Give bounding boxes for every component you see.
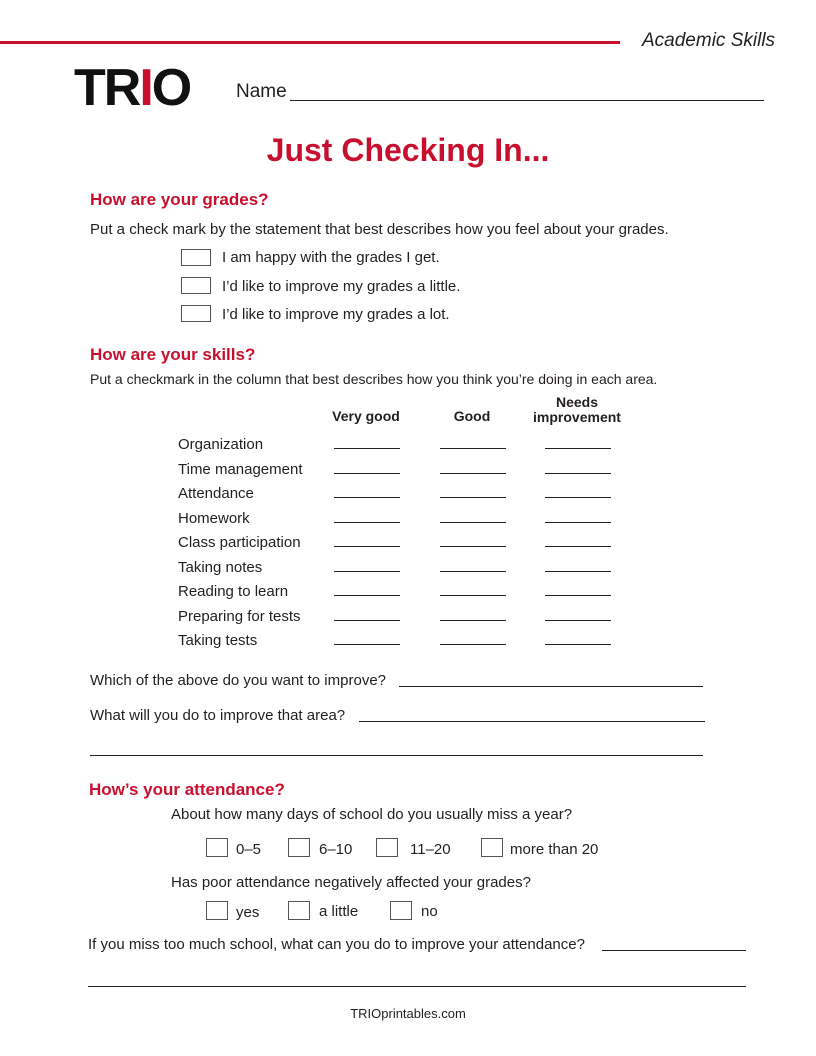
skill-good-blank[interactable] — [440, 571, 506, 572]
skill-needs-improvement-blank[interactable] — [545, 595, 611, 596]
skills-instruction: Put a checkmark in the column that best describes how you think you’re doing in each area. — [90, 371, 658, 387]
grades-option-checkbox[interactable] — [181, 305, 211, 322]
skill-good-blank[interactable] — [440, 448, 506, 449]
skill-needs-improvement-blank[interactable] — [545, 644, 611, 645]
page-title: Just Checking In... — [266, 132, 550, 168]
affected-grades-checkbox[interactable] — [390, 901, 412, 920]
skills-heading: How are your skills? — [90, 345, 256, 364]
skill-row-label: Taking notes — [178, 558, 263, 576]
column-good: Good — [453, 408, 491, 424]
skill-needs-improvement-blank[interactable] — [545, 448, 611, 449]
grades-option-checkbox[interactable] — [181, 249, 211, 266]
days-missed-label: 0–5 — [236, 841, 262, 858]
skill-very-good-blank[interactable] — [334, 497, 400, 498]
skill-very-good-blank[interactable] — [334, 644, 400, 645]
column-needs-line2: improvement — [533, 408, 621, 425]
skill-needs-improvement-blank[interactable] — [545, 571, 611, 572]
improve-question-1: Which of the above do you want to improve? — [90, 672, 387, 689]
skill-row-label: Taking tests — [178, 632, 258, 649]
column-very-good: Very good — [332, 408, 400, 424]
skill-row-label: Time management — [178, 460, 303, 478]
skill-very-good-blank[interactable] — [334, 522, 400, 523]
skill-needs-improvement-blank[interactable] — [545, 620, 611, 621]
skill-good-blank[interactable] — [440, 522, 506, 523]
affected-grades-checkbox[interactable] — [288, 901, 310, 920]
skill-needs-improvement-blank[interactable] — [545, 546, 611, 547]
attendance-answer-continued[interactable] — [88, 986, 746, 987]
days-missed-checkbox[interactable] — [376, 838, 398, 857]
grades-heading: How are your grades? — [90, 190, 269, 209]
attendance-answer[interactable] — [602, 950, 746, 951]
name-field[interactable] — [290, 100, 764, 101]
column-needs-improvement — [527, 395, 627, 424]
skill-good-blank[interactable] — [440, 595, 506, 596]
skill-needs-improvement-blank[interactable] — [545, 522, 611, 523]
days-missed-label: 6–10 — [319, 841, 353, 858]
skill-very-good-blank[interactable] — [334, 448, 400, 449]
skill-needs-improvement-blank[interactable] — [545, 497, 611, 498]
skill-good-blank[interactable] — [440, 644, 506, 645]
affected-grades-label: a little — [319, 903, 359, 920]
improve-answer-2[interactable] — [359, 721, 705, 722]
improve-answer-1[interactable] — [399, 686, 703, 687]
name-label: Name — [236, 81, 287, 102]
attendance-question-3: If you miss too much school, what can you do to improve your attendance? — [88, 936, 585, 953]
header-rule — [0, 41, 620, 44]
attendance-question-1: About how many days of school do you usually miss a year? — [171, 806, 573, 823]
grades-option-checkbox[interactable] — [181, 277, 211, 294]
improve-question-2: What will you do to improve that area? — [90, 707, 346, 724]
grades-option-label: I’d like to improve my grades a little. — [222, 278, 461, 295]
grades-instruction: Put a check mark by the statement that best describes how you feel about your grades. — [90, 221, 669, 238]
footer-url: TRIOprintables.com — [350, 1006, 466, 1021]
improve-answer-2-continued[interactable] — [90, 755, 703, 756]
skill-very-good-blank[interactable] — [334, 620, 400, 621]
category-label: Academic Skills — [642, 30, 776, 51]
days-missed-checkbox[interactable] — [288, 838, 310, 857]
skill-row-label: Organization — [178, 436, 264, 453]
days-missed-checkbox[interactable] — [481, 838, 503, 857]
skill-row-label: Homework — [178, 509, 250, 527]
skill-good-blank[interactable] — [440, 473, 506, 474]
skill-very-good-blank[interactable] — [334, 571, 400, 572]
attendance-question-2: Has poor attendance negatively affected your grades? — [171, 874, 531, 891]
days-missed-checkbox[interactable] — [206, 838, 228, 857]
skill-good-blank[interactable] — [440, 546, 506, 547]
trio-logo: TRIO — [74, 59, 191, 117]
skill-very-good-blank[interactable] — [334, 473, 400, 474]
grades-option-label: I am happy with the grades I get. — [222, 249, 440, 266]
affected-grades-label: no — [421, 903, 438, 920]
days-missed-label: more than 20 — [510, 841, 599, 858]
skill-good-blank[interactable] — [440, 620, 506, 621]
skill-row-label: Reading to learn — [178, 583, 289, 600]
skill-very-good-blank[interactable] — [334, 546, 400, 547]
skill-very-good-blank[interactable] — [334, 595, 400, 596]
attendance-heading: How’s your attendance? — [89, 780, 285, 799]
skill-needs-improvement-blank[interactable] — [545, 473, 611, 474]
skill-row-label: Attendance — [178, 485, 254, 502]
affected-grades-label: yes — [236, 904, 260, 921]
affected-grades-checkbox[interactable] — [206, 901, 228, 920]
skill-good-blank[interactable] — [440, 497, 506, 498]
skill-row-label: Preparing for tests — [178, 607, 301, 625]
skill-row-label: Class participation — [178, 534, 301, 551]
column-needs-line1: Needs — [555, 394, 599, 410]
days-missed-label: 11–20 — [410, 841, 451, 858]
grades-option-label: I’d like to improve my grades a lot. — [222, 306, 450, 323]
